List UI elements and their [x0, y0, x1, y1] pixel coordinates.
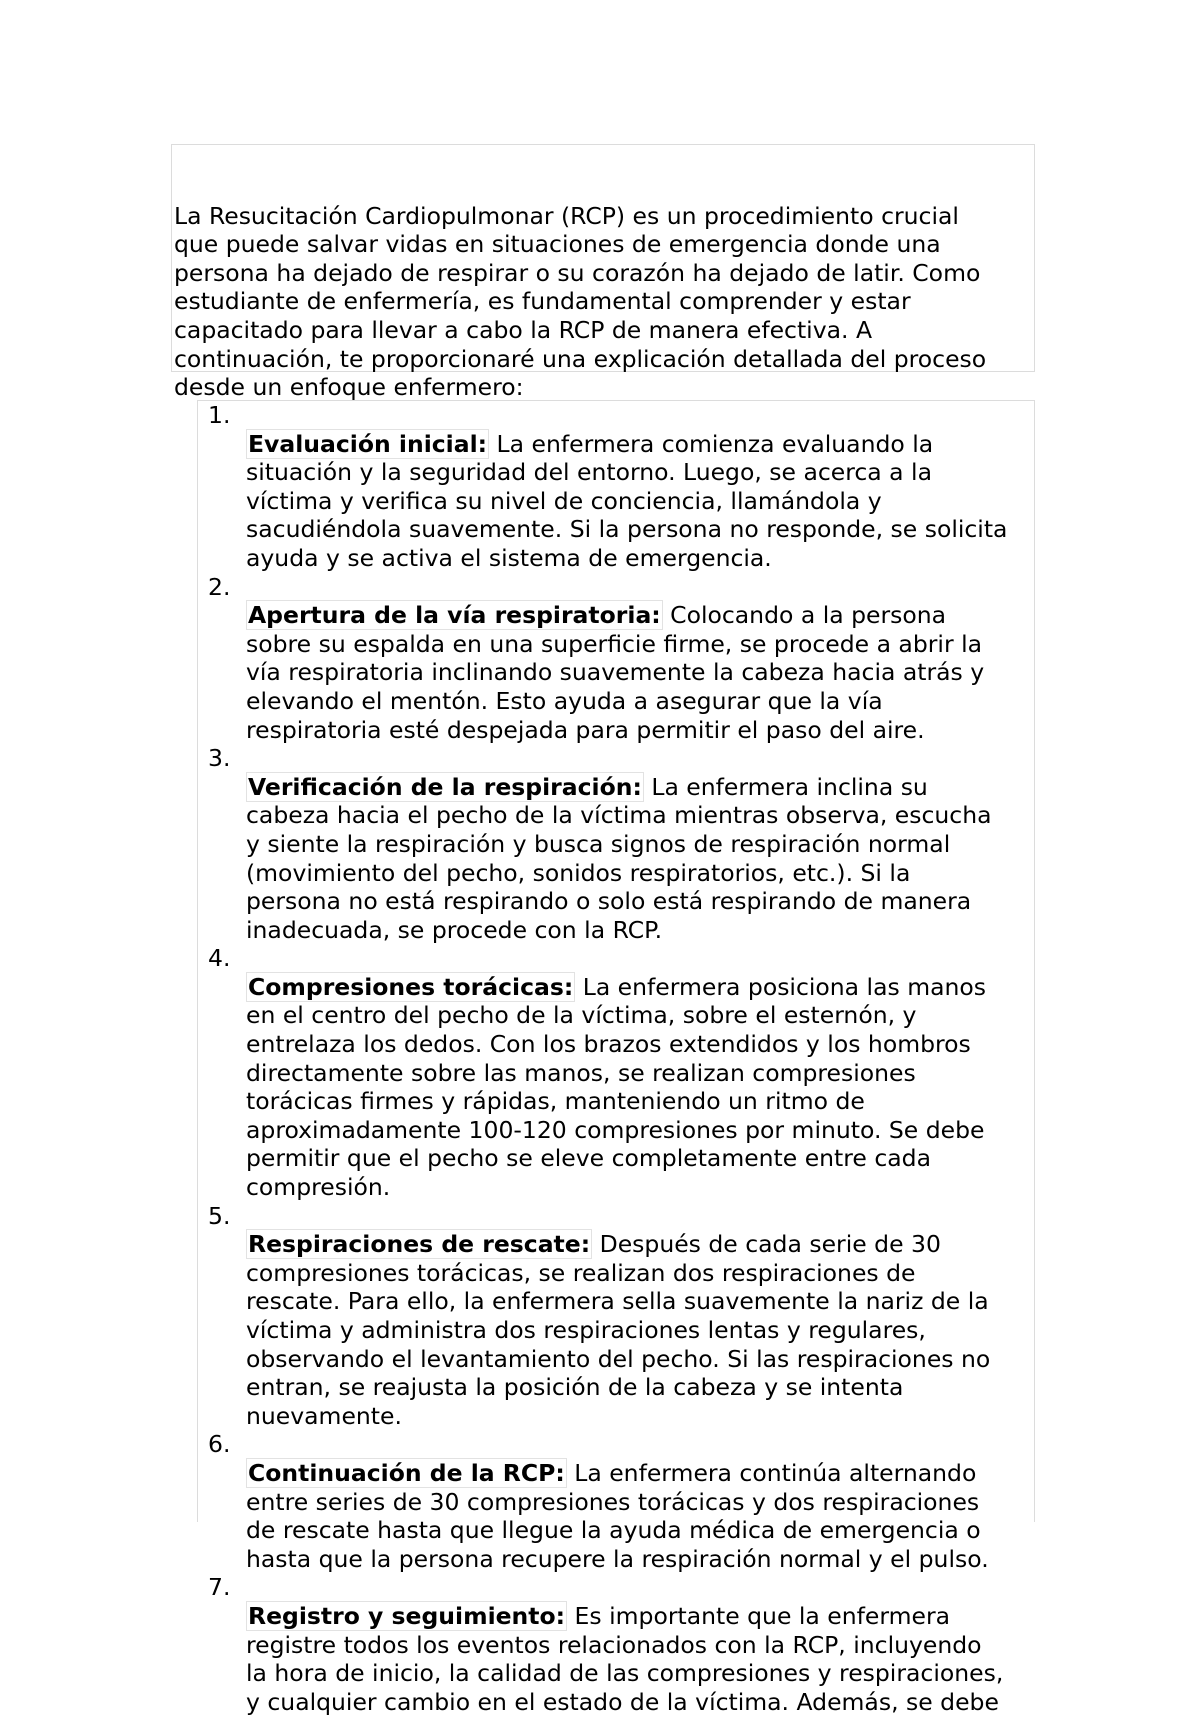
step-body: Colocando a la persona sobre su espalda en una superficie firme, se procede a abrir la vía respiratoria inclinando suavemente la cabeza hacia atrás y elevando el mentón. Esto ayuda a asegurar que la vía respiratoria esté despejada para permitir el paso del aire. — [246, 601, 985, 744]
list-item — [198, 944, 1034, 1201]
step-number: 6. — [208, 1430, 231, 1459]
step-title: Apertura de la vía respiratoria: — [248, 601, 661, 630]
step-body: Es importante que la enfermera registre todos los eventos relacionados con la RCP, incluyendo la hora de inicio, la calidad de las compresiones y respiraciones, y cualquier cambio en el estado de la víctima. Además, se debe — [246, 1601, 1004, 1716]
step-title: Registro y seguimiento: — [248, 1601, 566, 1630]
list-item — [198, 1573, 1034, 1716]
step-title: Verificación de la respiración: — [248, 772, 642, 801]
intro-paragraph — [171, 144, 1035, 402]
step-title: Respiraciones de rescate: — [248, 1230, 591, 1259]
list-item — [198, 1202, 1034, 1431]
step-body: La enfermera inclina su cabeza hacia el pecho de la víctima mientras observa, escucha y siente la respiración y busca signos de respiración normal (movimiento del pecho, sonidos respiratorios, etc.). Si la persona no está respirando o solo está respirando de manera inadecuada, se procede con la RCP. — [246, 772, 992, 944]
step-body: Después de cada serie de 30 compresiones torácicas, se realizan dos respiraciones de rescate. Para ello, la enfermera sella suavemente la nariz de la víctima y administra dos respiraciones lentas y regulares, observando el levantamiento del pecho. Si las respiraciones no entran, se reajusta la posición de la cabeza y se intenta nuevamente. — [246, 1230, 991, 1430]
step-number: 2. — [208, 572, 231, 601]
step-body: La enfermera comienza evaluando la situación y la seguridad del entorno. Luego, se acerca a la víctima y verifica su nivel de conciencia, llamándola y sacudiéndola suavemente. Si la persona no responde, se solicita ayuda y se activa el sistema de emergencia. — [246, 429, 1008, 572]
steps-list — [198, 401, 1034, 1716]
step-body: La enfermera posiciona las manos en el centro del pecho de la víctima, sobre el esternón, y entrelaza los dedos. Con los brazos extendidos y los hombros directamente sobre las manos, se realizan compresiones torácicas firmes y rápidas, manteniendo un ritmo de aproximadamente 100-120 compresiones por minuto. Se debe permitir que el pecho se eleve completamente entre cada compresión. — [246, 972, 987, 1202]
step-title: Continuación de la RCP: — [248, 1458, 565, 1487]
steps-section — [197, 400, 1035, 1716]
step-number: 4. — [208, 944, 231, 973]
list-item — [198, 744, 1034, 944]
step-number: 7. — [208, 1573, 231, 1602]
list-item — [198, 401, 1034, 573]
step-number: 5. — [208, 1201, 231, 1230]
step-title: Evaluación inicial: — [248, 429, 488, 458]
list-item — [198, 1430, 1034, 1573]
list-item — [198, 573, 1034, 745]
step-number: 1. — [208, 401, 231, 429]
step-body: La enfermera continúa alternando entre series de 30 compresiones torácicas y dos respiraciones de rescate hasta que llegue la ayuda médica de emergencia o hasta que la persona recupere la respiración normal y el pulso. — [246, 1458, 989, 1573]
intro-text: La Resucitación Cardiopulmonar (RCP) es un procedimiento crucial que puede salvar vidas en situaciones de emergencia donde una persona ha dejado de respirar o su corazón ha dejado de latir. Como estudiante de enfermería, es fundamental comprender y estar capacitado para llevar a cabo la RCP de manera efectiva. A continuación, te proporcionaré una explicación detallada del proceso desde un enfoque enfermero: — [174, 201, 987, 402]
step-number: 3. — [208, 744, 231, 773]
step-title: Compresiones torácicas: — [248, 972, 574, 1001]
